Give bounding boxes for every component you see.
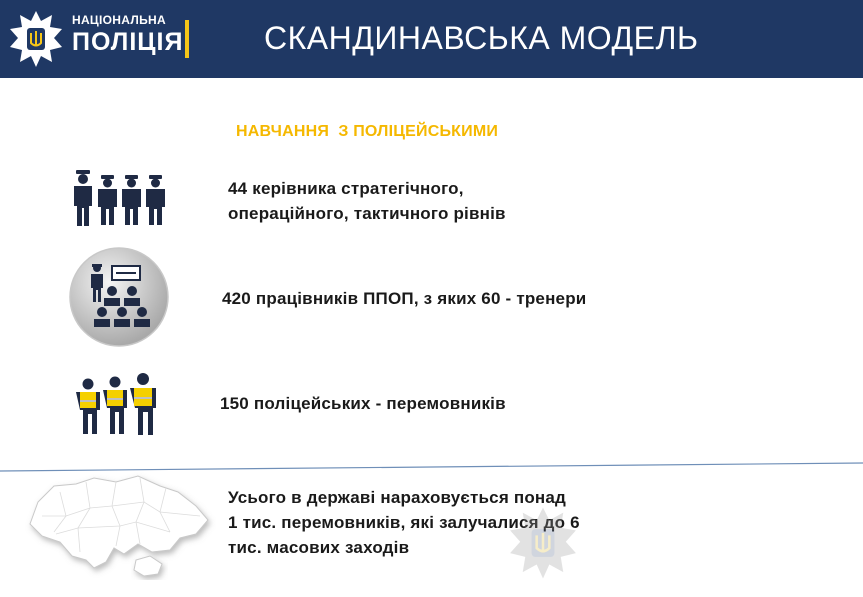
four-police-officers-icon xyxy=(72,168,170,228)
stat-negotiators-line1: 150 поліцейських - перемовників xyxy=(220,394,506,413)
logo-line2: ПОЛІЦІЯ xyxy=(72,28,184,56)
stat-ppop xyxy=(222,286,586,311)
logo-line1: НАЦІОНАЛЬНА xyxy=(72,13,166,27)
section-subtitle: НАВЧАННЯ З ПОЛІЦЕЙСЬКИМИ xyxy=(236,123,499,140)
logo-divider xyxy=(185,20,189,58)
three-negotiators-icon xyxy=(72,372,162,438)
header-bar xyxy=(0,0,863,78)
police-star-watermark-icon xyxy=(505,505,581,581)
slide-title: СКАНДИНАВСЬКА МОДЕЛЬ xyxy=(264,20,699,56)
stat-leaders xyxy=(228,176,506,226)
logo-text xyxy=(72,14,183,55)
training-class-icon xyxy=(68,246,170,348)
stat-negotiators xyxy=(220,391,506,416)
stat-total-line1: Усього в державі нараховується понад xyxy=(228,488,567,507)
stat-leaders-line1: 44 керівника стратегічного, xyxy=(228,179,464,198)
stat-total-line2: 1 тис. перемовників, які залучалися до 6 xyxy=(228,513,580,532)
stat-leaders-line2: операційного, тактичного рівнів xyxy=(228,204,506,223)
stat-ppop-line1: 420 працівників ППОП, з яких 60 - тренери xyxy=(222,289,587,308)
stat-total-line3: тис. масових заходів xyxy=(228,538,410,557)
ukraine-map-icon xyxy=(20,472,216,584)
police-star-logo-icon xyxy=(6,9,66,69)
